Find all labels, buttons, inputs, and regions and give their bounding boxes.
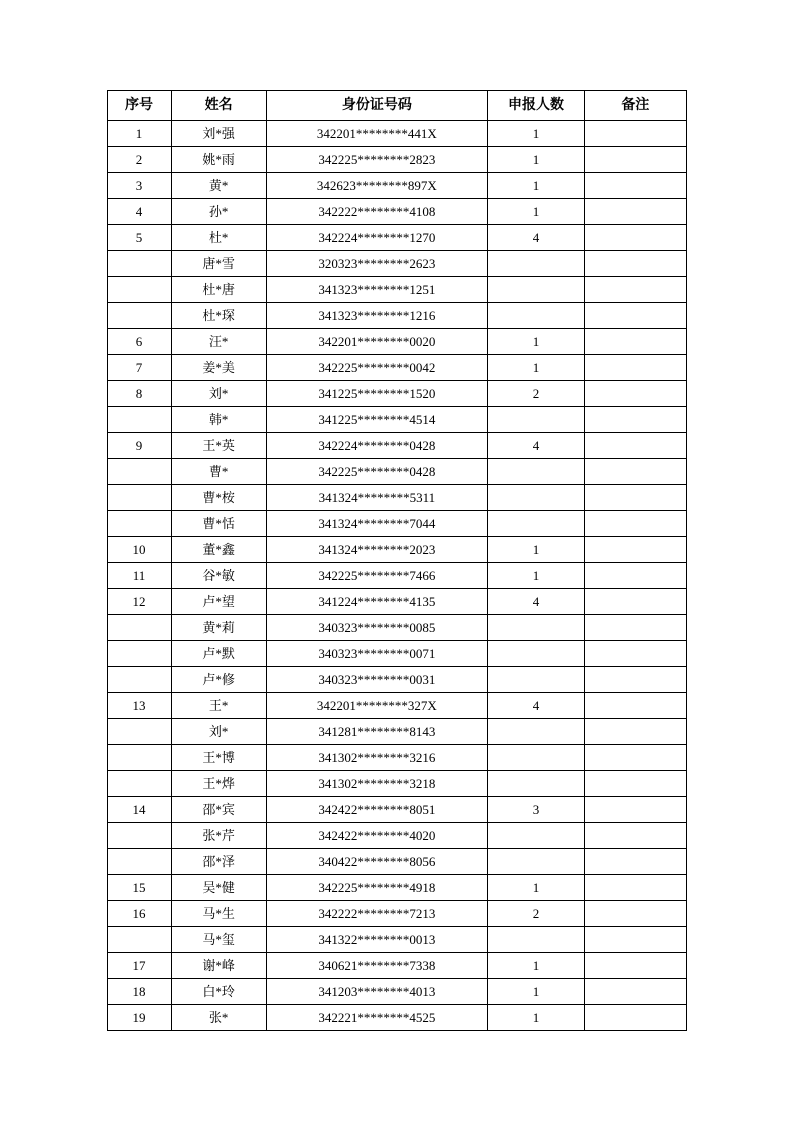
cell-name: 刘*强 — [171, 121, 266, 147]
cell-index: 13 — [107, 693, 171, 719]
table-row — [107, 563, 686, 589]
cell-note — [585, 277, 686, 303]
table-row — [107, 459, 686, 485]
cell-name: 谢*峰 — [171, 953, 266, 979]
cell-name: 马*玺 — [171, 927, 266, 953]
cell-count — [487, 459, 584, 485]
cell-index: 14 — [107, 797, 171, 823]
cell-index — [107, 251, 171, 277]
cell-id-number: 342225********4918 — [266, 875, 487, 901]
cell-note — [585, 1005, 686, 1031]
cell-index: 12 — [107, 589, 171, 615]
cell-name: 卢*默 — [171, 641, 266, 667]
cell-count: 4 — [487, 225, 584, 251]
roster-table — [107, 90, 687, 1031]
cell-index — [107, 667, 171, 693]
cell-name: 王*英 — [171, 433, 266, 459]
cell-name: 王* — [171, 693, 266, 719]
cell-count — [487, 511, 584, 537]
cell-index: 18 — [107, 979, 171, 1005]
cell-id-number: 342422********8051 — [266, 797, 487, 823]
table-row — [107, 927, 686, 953]
column-header-count: 申报人数 — [487, 91, 584, 121]
cell-name: 张*芹 — [171, 823, 266, 849]
cell-note — [585, 251, 686, 277]
table-row — [107, 537, 686, 563]
cell-id-number: 342224********0428 — [266, 433, 487, 459]
table-row — [107, 433, 686, 459]
cell-id-number: 341322********0013 — [266, 927, 487, 953]
cell-note — [585, 173, 686, 199]
cell-count — [487, 823, 584, 849]
cell-id-number: 342225********0428 — [266, 459, 487, 485]
cell-note — [585, 329, 686, 355]
table-row — [107, 511, 686, 537]
cell-name: 杜* — [171, 225, 266, 251]
cell-note — [585, 147, 686, 173]
cell-name: 张* — [171, 1005, 266, 1031]
cell-id-number: 341324********5311 — [266, 485, 487, 511]
table-row — [107, 589, 686, 615]
cell-note — [585, 485, 686, 511]
cell-note — [585, 823, 686, 849]
cell-index: 17 — [107, 953, 171, 979]
cell-count — [487, 251, 584, 277]
cell-note — [585, 121, 686, 147]
cell-count: 1 — [487, 173, 584, 199]
cell-count: 1 — [487, 121, 584, 147]
table-row — [107, 953, 686, 979]
cell-index: 6 — [107, 329, 171, 355]
cell-id-number: 340621********7338 — [266, 953, 487, 979]
cell-index: 15 — [107, 875, 171, 901]
table-row — [107, 485, 686, 511]
cell-count: 1 — [487, 329, 584, 355]
cell-index — [107, 407, 171, 433]
cell-note — [585, 875, 686, 901]
cell-note — [585, 563, 686, 589]
column-header-id: 身份证号码 — [266, 91, 487, 121]
table-row — [107, 693, 686, 719]
table-row — [107, 641, 686, 667]
cell-index — [107, 719, 171, 745]
cell-note — [585, 303, 686, 329]
column-header-index: 序号 — [107, 91, 171, 121]
cell-note — [585, 381, 686, 407]
cell-id-number: 342201********327X — [266, 693, 487, 719]
cell-note — [585, 719, 686, 745]
cell-note — [585, 667, 686, 693]
cell-count — [487, 615, 584, 641]
cell-name: 杜*唐 — [171, 277, 266, 303]
cell-name: 曹*桉 — [171, 485, 266, 511]
cell-count: 1 — [487, 563, 584, 589]
cell-count: 1 — [487, 1005, 584, 1031]
cell-name: 刘* — [171, 719, 266, 745]
cell-count — [487, 303, 584, 329]
table-row — [107, 147, 686, 173]
cell-id-number: 341203********4013 — [266, 979, 487, 1005]
cell-index: 3 — [107, 173, 171, 199]
cell-count: 4 — [487, 693, 584, 719]
cell-name: 白*玲 — [171, 979, 266, 1005]
cell-index — [107, 511, 171, 537]
cell-id-number: 341323********1216 — [266, 303, 487, 329]
cell-index: 10 — [107, 537, 171, 563]
cell-count — [487, 667, 584, 693]
cell-count — [487, 719, 584, 745]
table-row — [107, 875, 686, 901]
cell-note — [585, 745, 686, 771]
cell-id-number: 342201********0020 — [266, 329, 487, 355]
cell-index: 19 — [107, 1005, 171, 1031]
cell-name: 董*鑫 — [171, 537, 266, 563]
cell-note — [585, 537, 686, 563]
cell-id-number: 342225********2823 — [266, 147, 487, 173]
cell-index — [107, 277, 171, 303]
cell-count: 3 — [487, 797, 584, 823]
cell-id-number: 342224********1270 — [266, 225, 487, 251]
cell-id-number: 341302********3218 — [266, 771, 487, 797]
cell-index — [107, 485, 171, 511]
cell-count: 1 — [487, 953, 584, 979]
cell-index — [107, 641, 171, 667]
cell-name: 卢*望 — [171, 589, 266, 615]
cell-count: 4 — [487, 433, 584, 459]
cell-count — [487, 849, 584, 875]
cell-note — [585, 849, 686, 875]
cell-index — [107, 459, 171, 485]
table-header — [107, 91, 686, 121]
cell-id-number: 340422********8056 — [266, 849, 487, 875]
cell-id-number: 340323********0085 — [266, 615, 487, 641]
cell-name: 孙* — [171, 199, 266, 225]
table-row — [107, 745, 686, 771]
table-row — [107, 719, 686, 745]
cell-count — [487, 927, 584, 953]
cell-index: 1 — [107, 121, 171, 147]
cell-name: 杜*琛 — [171, 303, 266, 329]
table-row — [107, 251, 686, 277]
table-row — [107, 173, 686, 199]
table-row — [107, 849, 686, 875]
cell-count: 1 — [487, 875, 584, 901]
cell-id-number: 341302********3216 — [266, 745, 487, 771]
table-header-row — [107, 91, 686, 121]
cell-id-number: 341323********1251 — [266, 277, 487, 303]
cell-note — [585, 589, 686, 615]
cell-name: 唐*雪 — [171, 251, 266, 277]
cell-name: 邵*泽 — [171, 849, 266, 875]
cell-index: 7 — [107, 355, 171, 381]
cell-note — [585, 797, 686, 823]
cell-note — [585, 199, 686, 225]
cell-index — [107, 745, 171, 771]
cell-id-number: 342222********4108 — [266, 199, 487, 225]
cell-id-number: 342222********7213 — [266, 901, 487, 927]
cell-index: 11 — [107, 563, 171, 589]
cell-count: 2 — [487, 901, 584, 927]
cell-note — [585, 615, 686, 641]
cell-id-number: 342623********897X — [266, 173, 487, 199]
cell-name: 卢*修 — [171, 667, 266, 693]
cell-count — [487, 745, 584, 771]
cell-name: 姚*雨 — [171, 147, 266, 173]
cell-note — [585, 511, 686, 537]
cell-count: 1 — [487, 147, 584, 173]
cell-id-number: 340323********0031 — [266, 667, 487, 693]
roster-table-wrapper — [107, 90, 687, 1031]
cell-note — [585, 407, 686, 433]
cell-note — [585, 693, 686, 719]
cell-id-number: 342221********4525 — [266, 1005, 487, 1031]
cell-index — [107, 303, 171, 329]
cell-id-number: 342225********0042 — [266, 355, 487, 381]
cell-count: 1 — [487, 355, 584, 381]
cell-index: 16 — [107, 901, 171, 927]
cell-note — [585, 641, 686, 667]
cell-name: 刘* — [171, 381, 266, 407]
cell-id-number: 342422********4020 — [266, 823, 487, 849]
table-body — [107, 121, 686, 1031]
cell-note — [585, 901, 686, 927]
cell-count — [487, 641, 584, 667]
column-header-name: 姓名 — [171, 91, 266, 121]
cell-id-number: 341324********2023 — [266, 537, 487, 563]
cell-index: 4 — [107, 199, 171, 225]
column-header-note: 备注 — [585, 91, 686, 121]
cell-count — [487, 771, 584, 797]
table-row — [107, 615, 686, 641]
table-row — [107, 979, 686, 1005]
table-row — [107, 199, 686, 225]
cell-name: 谷*敏 — [171, 563, 266, 589]
cell-note — [585, 927, 686, 953]
cell-note — [585, 355, 686, 381]
table-row — [107, 329, 686, 355]
cell-name: 王*博 — [171, 745, 266, 771]
cell-name: 马*生 — [171, 901, 266, 927]
cell-id-number: 341224********4135 — [266, 589, 487, 615]
table-row — [107, 1005, 686, 1031]
cell-id-number: 341225********4514 — [266, 407, 487, 433]
cell-name: 曹* — [171, 459, 266, 485]
cell-note — [585, 979, 686, 1005]
cell-id-number: 342201********441X — [266, 121, 487, 147]
cell-count — [487, 277, 584, 303]
cell-id-number: 341225********1520 — [266, 381, 487, 407]
table-row — [107, 225, 686, 251]
cell-index: 8 — [107, 381, 171, 407]
cell-note — [585, 433, 686, 459]
table-row — [107, 121, 686, 147]
cell-name: 吴*健 — [171, 875, 266, 901]
cell-count — [487, 407, 584, 433]
cell-name: 韩* — [171, 407, 266, 433]
cell-index — [107, 849, 171, 875]
cell-index — [107, 823, 171, 849]
cell-index: 5 — [107, 225, 171, 251]
table-row — [107, 355, 686, 381]
cell-name: 曹*恬 — [171, 511, 266, 537]
table-row — [107, 407, 686, 433]
table-row — [107, 303, 686, 329]
cell-name: 汪* — [171, 329, 266, 355]
table-row — [107, 381, 686, 407]
cell-index: 2 — [107, 147, 171, 173]
cell-index — [107, 927, 171, 953]
table-row — [107, 797, 686, 823]
table-row — [107, 823, 686, 849]
cell-name: 姜*美 — [171, 355, 266, 381]
cell-count: 1 — [487, 537, 584, 563]
cell-name: 邵*宾 — [171, 797, 266, 823]
cell-count: 1 — [487, 979, 584, 1005]
cell-name: 王*烨 — [171, 771, 266, 797]
cell-name: 黄*莉 — [171, 615, 266, 641]
cell-name: 黄* — [171, 173, 266, 199]
table-row — [107, 667, 686, 693]
cell-count — [487, 485, 584, 511]
table-row — [107, 771, 686, 797]
cell-id-number: 341281********8143 — [266, 719, 487, 745]
cell-id-number: 341324********7044 — [266, 511, 487, 537]
cell-id-number: 342225********7466 — [266, 563, 487, 589]
cell-note — [585, 225, 686, 251]
cell-id-number: 340323********0071 — [266, 641, 487, 667]
cell-note — [585, 953, 686, 979]
cell-index — [107, 771, 171, 797]
table-row — [107, 901, 686, 927]
cell-count: 2 — [487, 381, 584, 407]
cell-index: 9 — [107, 433, 171, 459]
cell-count: 1 — [487, 199, 584, 225]
cell-id-number: 320323********2623 — [266, 251, 487, 277]
cell-index — [107, 615, 171, 641]
cell-note — [585, 459, 686, 485]
table-row — [107, 277, 686, 303]
cell-note — [585, 771, 686, 797]
cell-count: 4 — [487, 589, 584, 615]
